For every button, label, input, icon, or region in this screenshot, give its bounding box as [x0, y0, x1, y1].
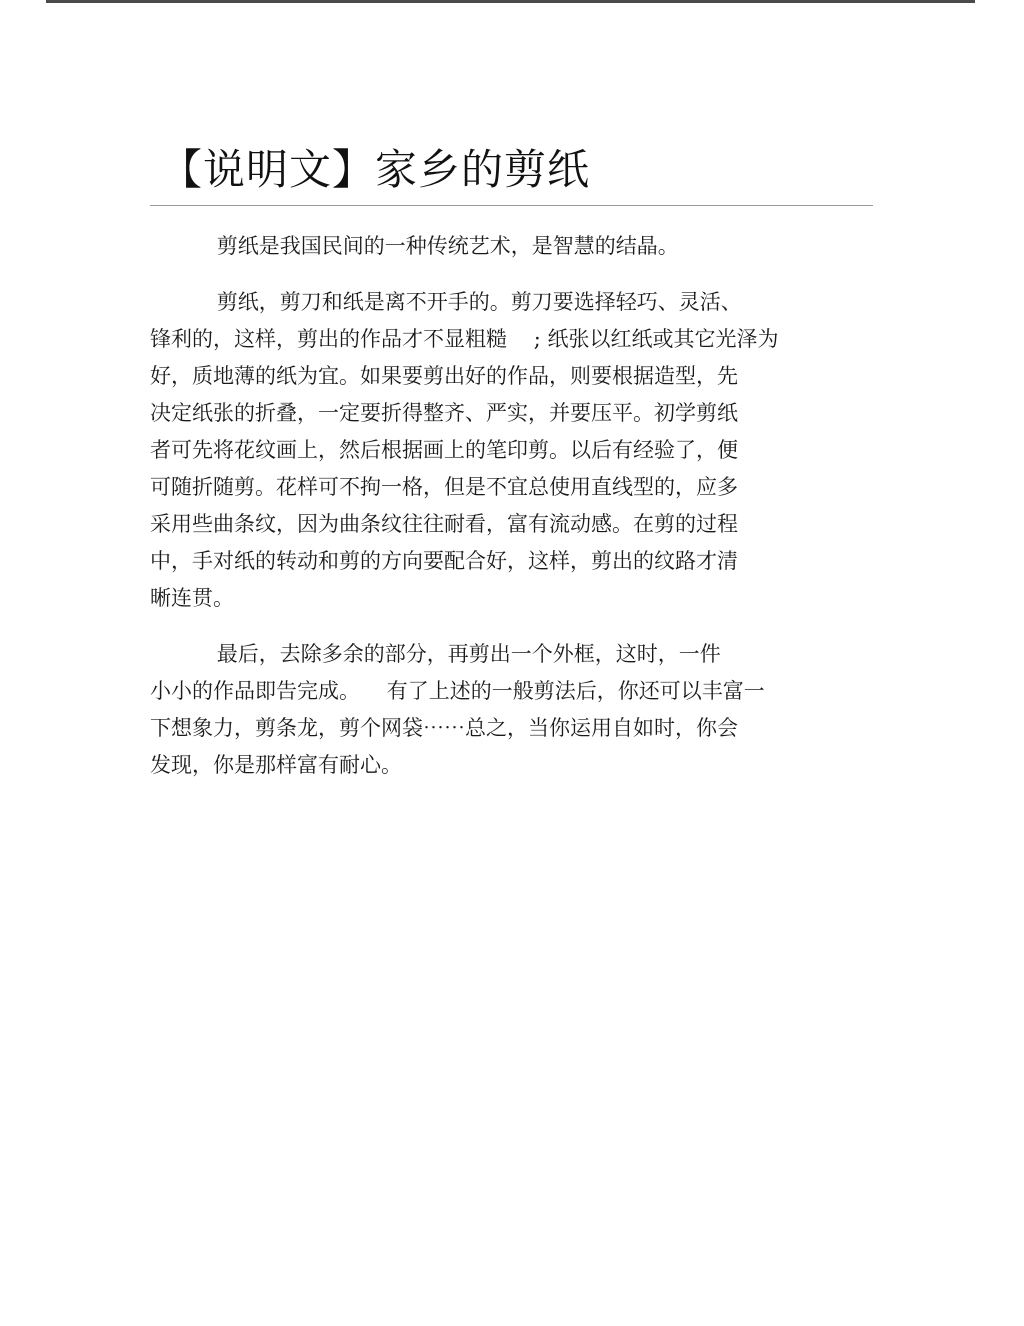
paragraph-line: 最后，去除多余的部分，再剪出一个外框，这时，一件: [150, 642, 721, 666]
paragraph-line: 小小的作品即告完成。 有了上述的一般剪法后，你还可以丰富一: [150, 679, 765, 703]
paragraph-line: 决定纸张的折叠，一定要折得整齐、严实，并要压平。初学剪纸: [150, 401, 738, 425]
page-top-border: [46, 0, 975, 3]
paragraph-line: 者可先将花纹画上，然后根据画上的笔印剪。以后有经验了，便: [150, 438, 738, 462]
paragraph-1: [150, 228, 850, 265]
paragraph-line: 剪纸是我国民间的一种传统艺术，是智慧的结晶。: [150, 234, 679, 258]
paragraph-line: 锋利的，这样，剪出的作品才不显粗糙 ; 纸张以红纸或其它光泽为: [150, 327, 779, 351]
paragraph-line: 可随折随剪。花样可不拘一格，但是不宜总使用直线型的，应多: [150, 475, 738, 499]
paragraph-line: 采用些曲条纹，因为曲条纹往往耐看，富有流动感。在剪的过程: [150, 512, 738, 536]
paragraph-2: [150, 284, 850, 617]
paragraph-3: [150, 636, 850, 784]
paragraph-line: 剪纸，剪刀和纸是离不开手的。剪刀要选择轻巧、灵活、: [150, 290, 742, 314]
paragraph-line: 晰连贯。: [150, 586, 234, 610]
paragraph-line: 发现，你是那样富有耐心。: [150, 753, 402, 777]
paragraph-line: 中，手对纸的转动和剪的方向要配合好，这样，剪出的纹路才清: [150, 549, 738, 573]
paragraph-line: 好，质地薄的纸为宜。如果要剪出好的作品，则要根据造型，先: [150, 364, 738, 388]
document-title: 【说明文】家乡的剪纸: [160, 145, 591, 194]
title-underline: [150, 205, 873, 206]
paragraph-line: 下想象力，剪条龙，剪个网袋⋯⋯总之，当你运用自如时，你会: [150, 716, 738, 740]
